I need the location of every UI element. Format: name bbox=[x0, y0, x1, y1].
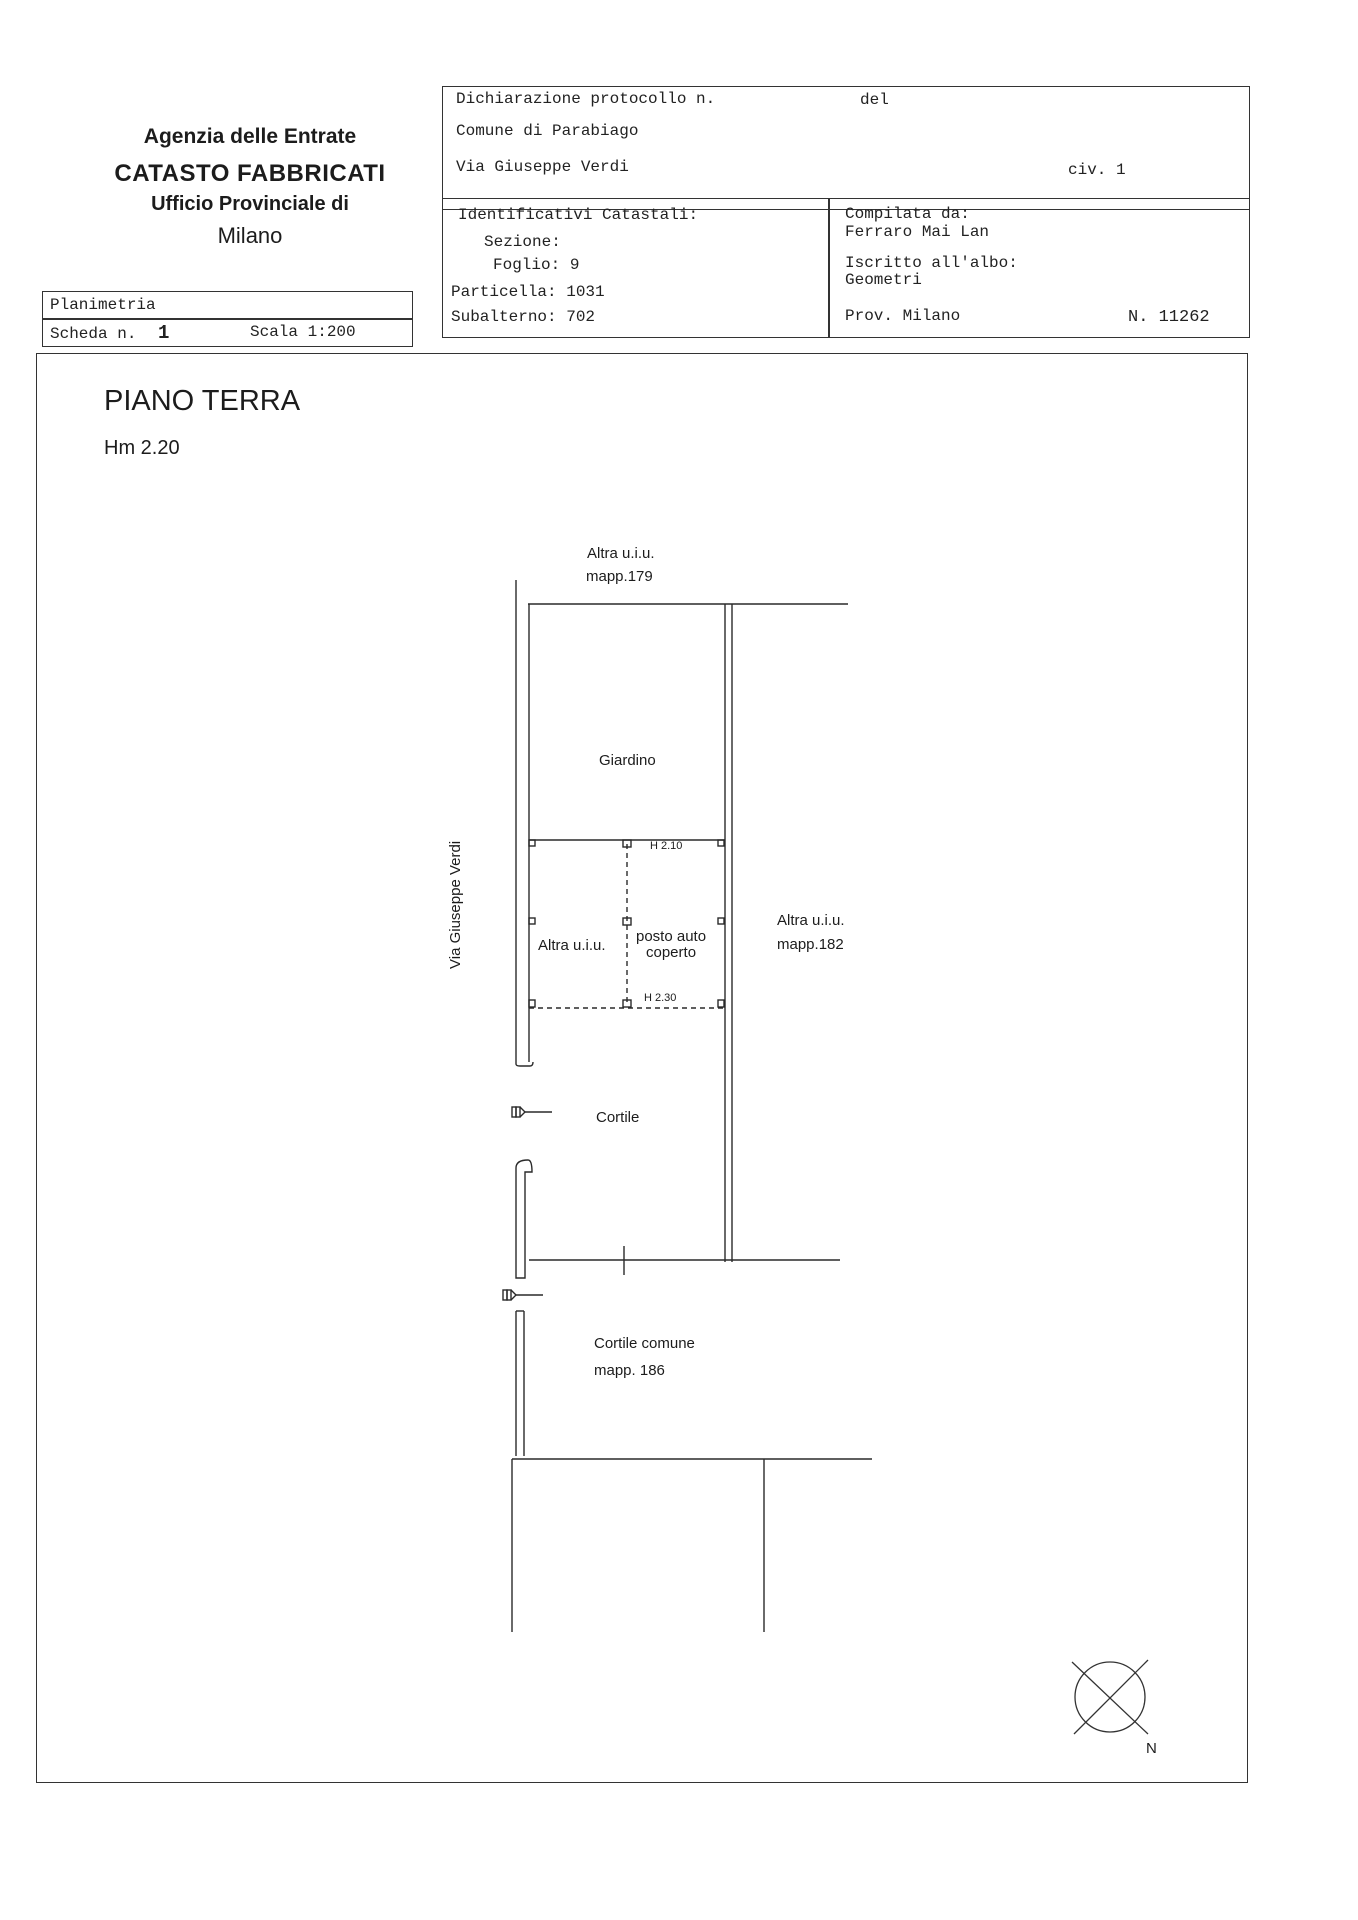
floor-height: Hm 2.20 bbox=[104, 437, 180, 459]
albo-label: Geometri bbox=[845, 271, 922, 289]
sezione-label: Sezione: bbox=[484, 233, 561, 251]
foglio-label: Foglio: 9 bbox=[493, 256, 580, 274]
compilata-title: Compilata da: bbox=[845, 205, 970, 223]
agency-line-3: Ufficio Provinciale di bbox=[151, 193, 349, 215]
altra-uiu-label: Altra u.i.u. bbox=[538, 937, 606, 954]
particella-label: Particella: 1031 bbox=[451, 283, 605, 301]
agency-line-2: CATASTO FABBRICATI bbox=[114, 160, 386, 187]
street-label: Via Giuseppe Verdi bbox=[447, 840, 464, 969]
scheda-label: Scheda n. bbox=[50, 325, 137, 343]
del-label: del bbox=[860, 91, 889, 109]
registration-number: N. 11262 bbox=[1128, 308, 1210, 327]
giardino-label: Giardino bbox=[599, 752, 656, 769]
identificativi-title: Identificativi Catastali: bbox=[458, 206, 699, 224]
cortile-comune-label: Cortile comune bbox=[594, 1335, 695, 1352]
subalterno-label: Subalterno: 702 bbox=[451, 308, 596, 326]
pillar-marker bbox=[529, 840, 535, 846]
height-top-label: H 2.10 bbox=[650, 840, 683, 852]
planimetria-label: Planimetria bbox=[50, 296, 156, 314]
provincia-label: Prov. Milano bbox=[845, 307, 961, 325]
pillar-marker bbox=[718, 1000, 724, 1007]
wall-end-top bbox=[516, 1060, 533, 1066]
east-uiu-label: Altra u.i.u. bbox=[777, 912, 845, 929]
scheda-number: 1 bbox=[158, 322, 170, 344]
iscritto-label: Iscritto all'albo: bbox=[845, 254, 1018, 272]
gate-arrow bbox=[511, 1290, 516, 1300]
height-bottom-label: H 2.30 bbox=[644, 992, 677, 1004]
north-uiu-label: Altra u.i.u. bbox=[587, 545, 655, 562]
gate-marker bbox=[507, 1290, 511, 1300]
scala-label: Scala 1:200 bbox=[250, 323, 356, 341]
cortile-comune-mapp: mapp. 186 bbox=[594, 1362, 665, 1379]
north-arrow-icon bbox=[1072, 1660, 1148, 1734]
gate-arrow bbox=[520, 1107, 525, 1117]
north-mapp-label: mapp.179 bbox=[586, 568, 653, 585]
via-label: Via Giuseppe Verdi bbox=[456, 158, 629, 176]
pillar-marker bbox=[529, 1000, 535, 1007]
east-mapp-label: mapp.182 bbox=[777, 936, 844, 953]
north-label: N bbox=[1146, 1740, 1157, 1757]
floor-title: PIANO TERRA bbox=[104, 385, 301, 417]
pillar-marker bbox=[529, 918, 535, 924]
gate-marker bbox=[516, 1107, 520, 1117]
agency-line-1: Agenzia delle Entrate bbox=[143, 125, 357, 148]
pillar-marker bbox=[718, 918, 724, 924]
comune-label: Comune di Parabiago bbox=[456, 122, 639, 140]
protocollo-label: Dichiarazione protocollo n. bbox=[456, 90, 716, 108]
agency-line-4: Milano bbox=[217, 223, 283, 248]
pillar-marker bbox=[718, 840, 724, 846]
posto-auto-label: posto auto bbox=[636, 928, 707, 945]
compilata-name: Ferraro Mai Lan bbox=[845, 223, 990, 241]
civico-label: civ. 1 bbox=[1068, 161, 1126, 179]
cortile-label: Cortile bbox=[596, 1109, 640, 1126]
coperto-label: coperto bbox=[646, 944, 697, 961]
